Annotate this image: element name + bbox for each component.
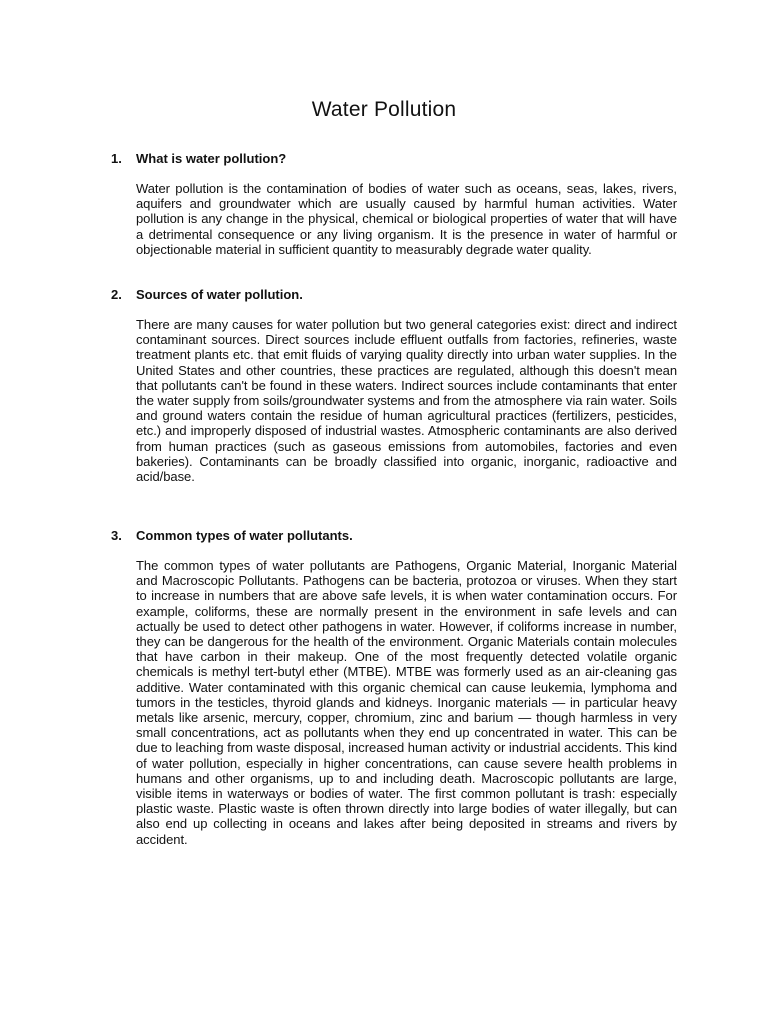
section-heading-text: Sources of water pollution. [136, 287, 303, 302]
section-number: 3. [111, 528, 122, 543]
section-number: 2. [111, 287, 122, 302]
section-heading [111, 151, 677, 166]
section-body: Water pollution is the contamination of bodies of water such as oceans, seas, lakes, rivers, aquifers and groundwater which are usually caused by harmful human activities. Water pollution is any change in the physical, chemical or biological properties of water that will have a detrimental consequence or any living organism. It is the presence in water of harmful or objectionable material in sufficient quantity to measurably degrade water quality. [136, 181, 677, 257]
document-title: Water Pollution [311, 98, 457, 121]
section-body: The common types of water pollutants are Pathogens, Organic Material, Inorganic Material and Macroscopic Pollutants. Pathogens can be bacteria, protozoa or viruses. When they start to increase in numbers that are above safe levels, it is when water contamination occurs. For example, coliforms, these are normally present in the environment in safe levels and can actually be used to detect other pathogens in water. However, if coliforms increase in number, they can be dangerous for the health of the environment. Organic Materials contain molecules that have carbon in their makeup. One of the most frequently detected volatile organic chemicals is methyl tert-butyl ether (MTBE). MTBE was formerly used as an air-cleaning gas additive. Water contaminated with this organic chemical can cause leukemia, lymphoma and tumors in the testicles, thyroid glands and kidneys. Inorganic materials — in particular heavy metals like arsenic, mercury, copper, chromium, zinc and barium — though harmless in very small concentrations, act as pollutants when they end up concentrated in water. This can be due to leaching from waste disposal, increased human activity or industrial accidents. This kind of water pollution, especially in higher concentrations, can cause severe health problems in humans and other organisms, up to and including death. Macroscopic pollutants are large, visible items in waterways or bodies of water. The first common pollutant is trash: especially plastic waste. Plastic waste is often thrown directly into large bodies of water illegally, but can also end up collecting in oceans and lakes after being deposited in streams and rivers by accident. [136, 558, 677, 847]
section-heading-text: What is water pollution? [136, 151, 287, 166]
section-what-is-water-pollution [111, 151, 677, 257]
section-number: 1. [111, 151, 122, 166]
section-heading [111, 528, 677, 543]
section-sources-of-water-pollution [111, 287, 677, 484]
section-heading [111, 287, 677, 302]
section-body: There are many causes for water pollution but two general categories exist: direct and indirect contaminant sources. Direct sources include effluent outfalls from factories, refineries, waste treatment plants etc. that emit fluids of varying quality directly into urban water supplies. In the United States and other countries, these practices are regulated, although this doesn't mean that pollutants can't be found in these waters. Indirect sources include contaminants that enter the water supply from soils/groundwater systems and from the atmosphere via rain water. Soils and ground waters contain the residue of human agricultural practices (fertilizers, pesticides, etc.) and improperly disposed of industrial wastes. Atmospheric contaminants are also derived from human practices (such as gaseous emissions from automobiles, factories and even bakeries). Contaminants can be broadly classified into organic, inorganic, radioactive and acid/base. [136, 317, 677, 485]
section-common-types-of-water-pollutants [111, 528, 677, 847]
section-heading-text: Common types of water pollutants. [136, 528, 353, 543]
